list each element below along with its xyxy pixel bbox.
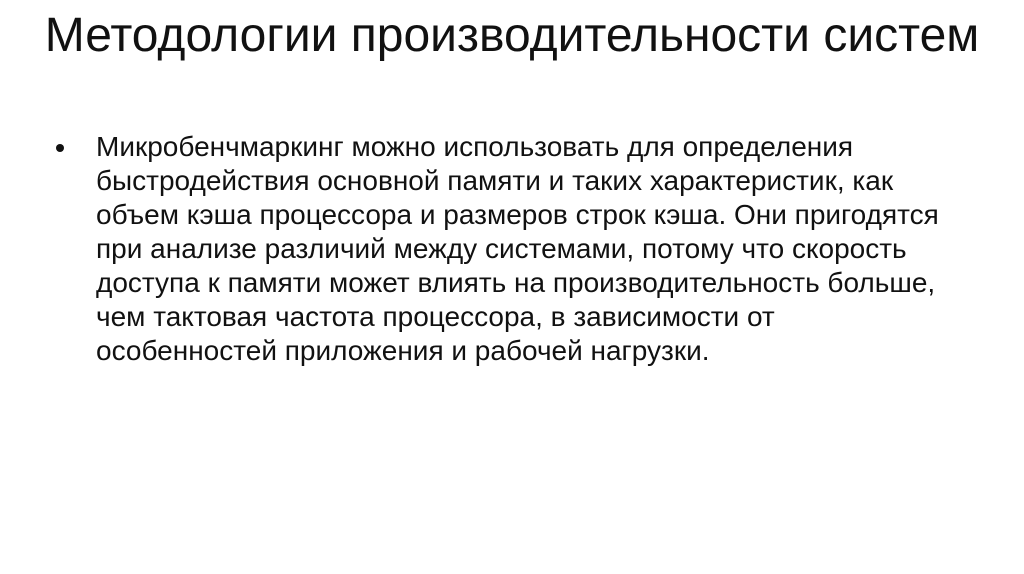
slide-title: Методологии производительности систем: [44, 9, 980, 62]
bullet-item: [52, 130, 952, 368]
bullet-list: [52, 130, 952, 368]
bullet-text: Микробенчмаркинг можно использовать для определения быстродействия основной памяти и таких характеристик, как объем кэша процессора и размеров строк кэша. Они пригодятся при анализе различий между системами, потому что скорость доступа к памяти может влиять на производительность больше, чем тактовая частота процессора, в зависимости от особенностей приложения и рабочей нагрузки.: [96, 131, 939, 366]
bullet-dot-icon: [56, 144, 64, 152]
